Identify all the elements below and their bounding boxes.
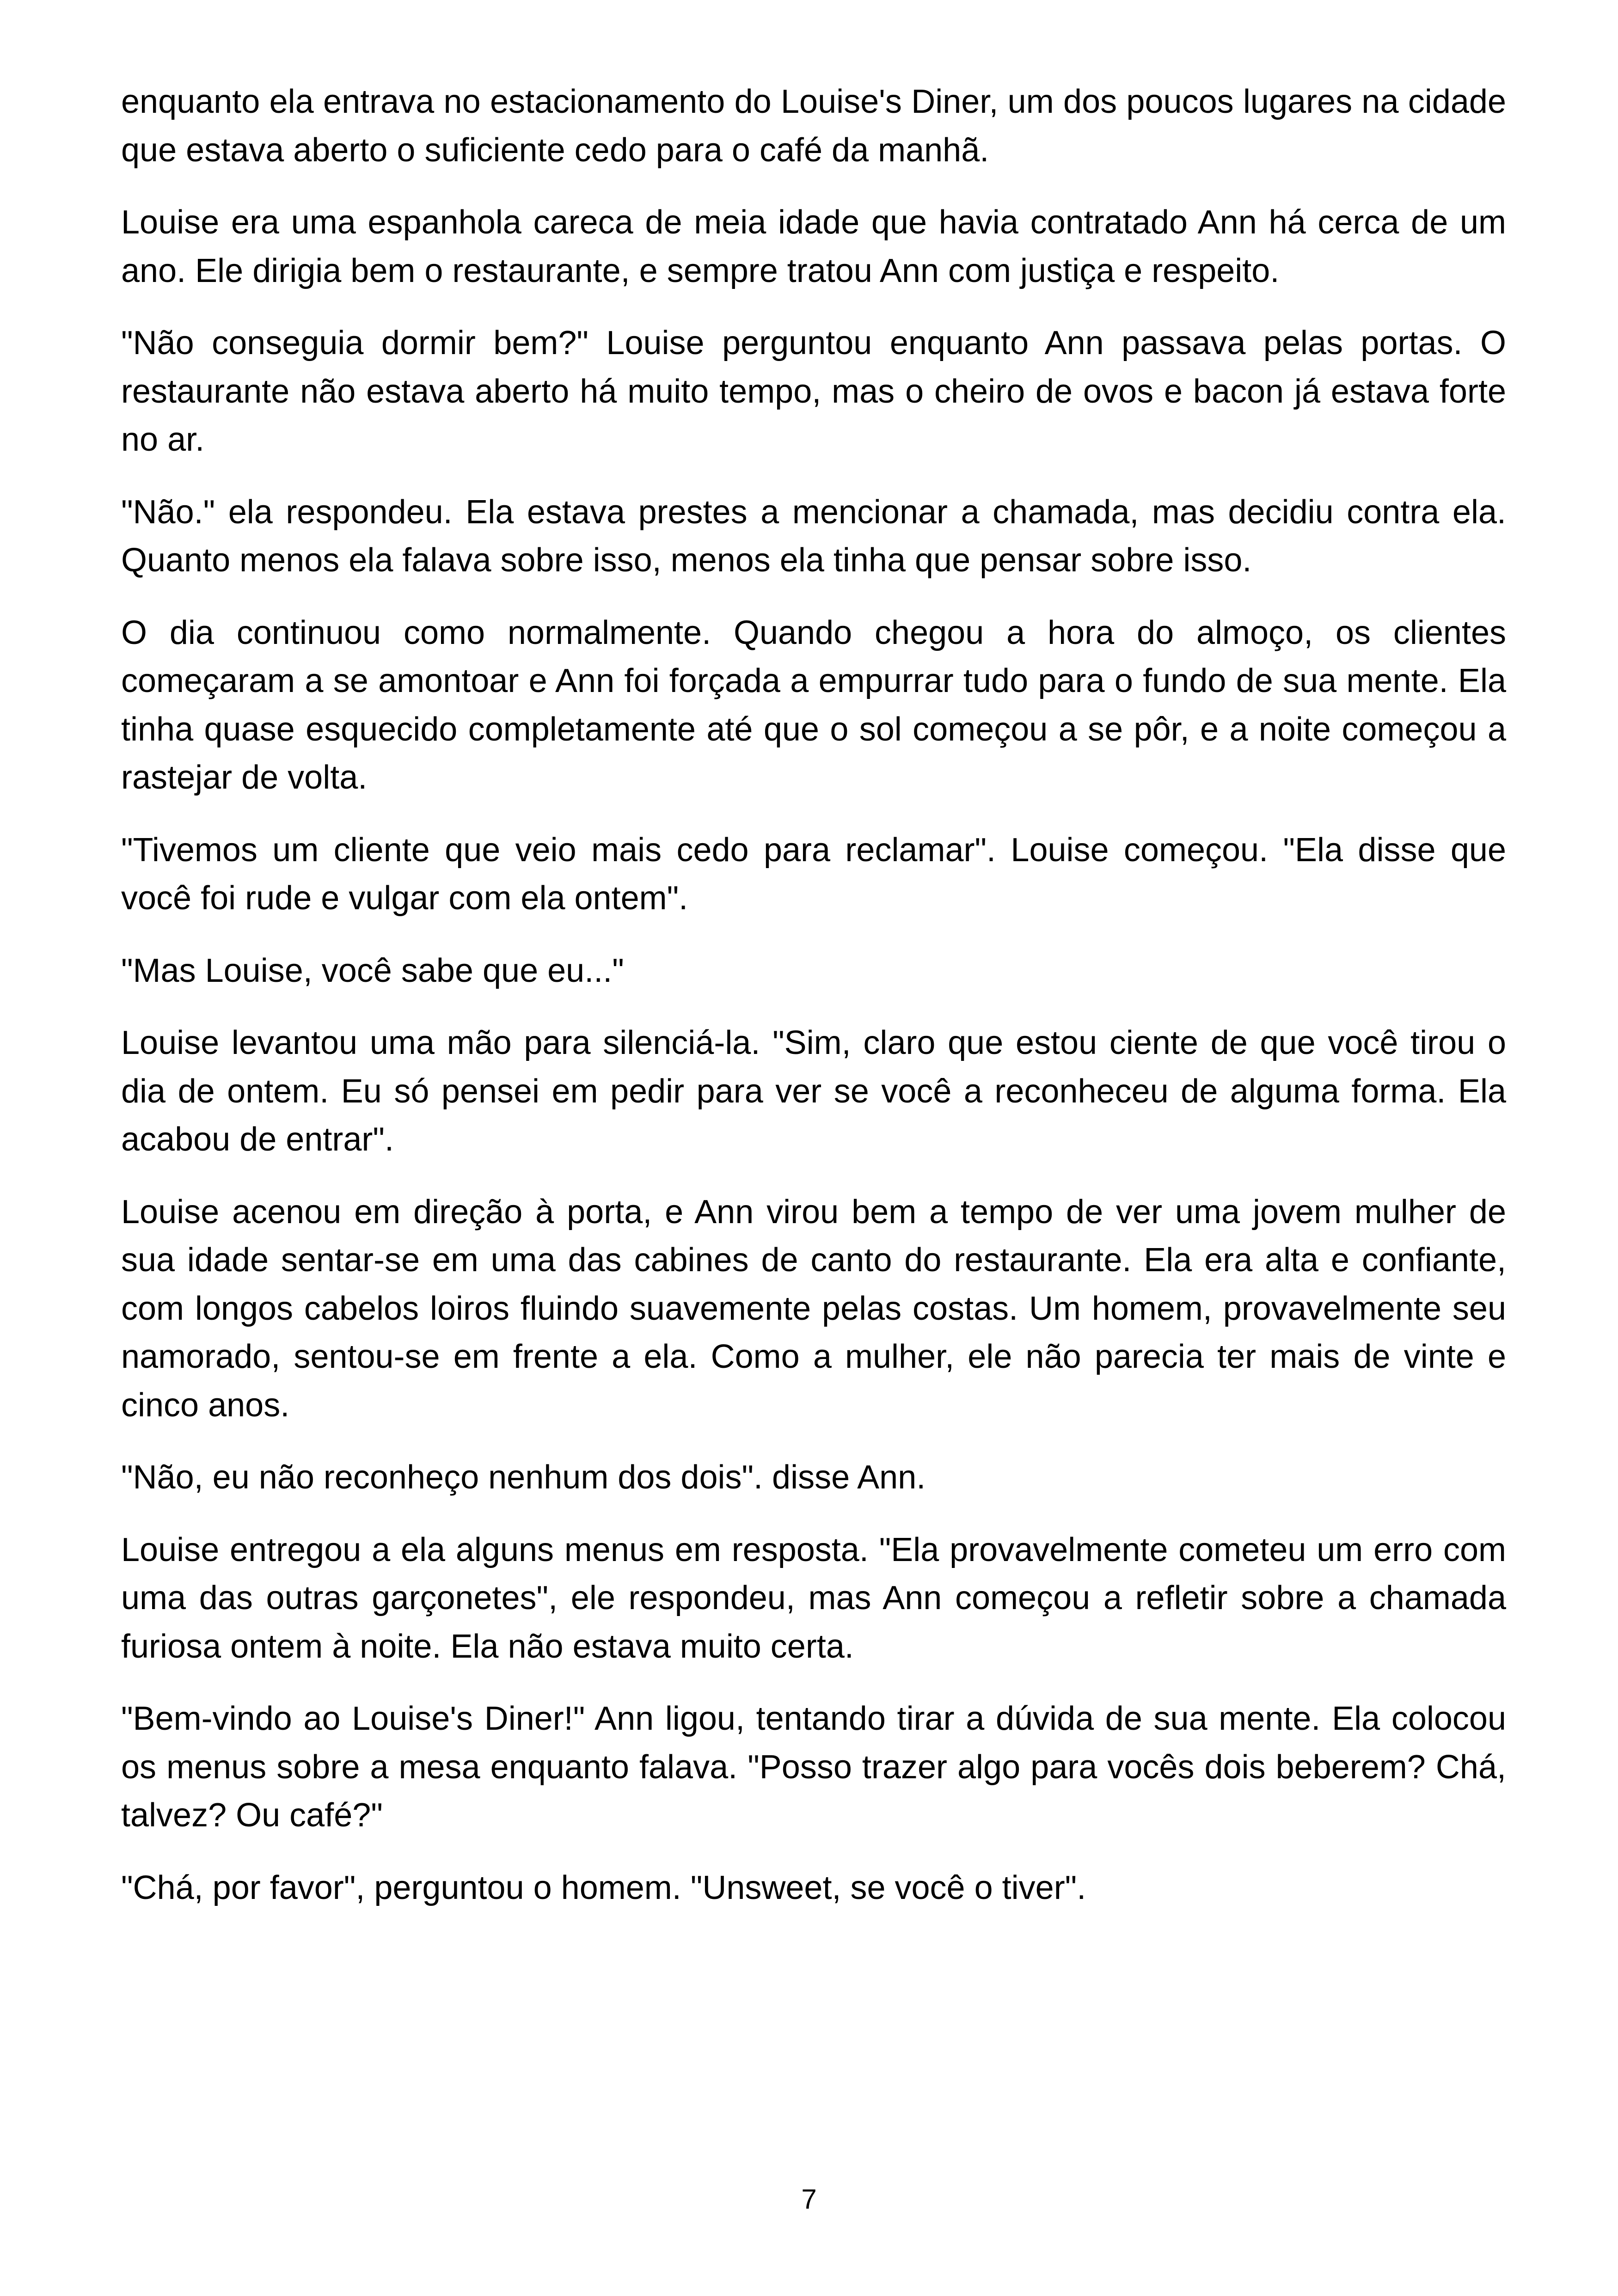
paragraph: "Mas Louise, você sabe que eu..." xyxy=(121,952,624,989)
paragraph: "Bem-vindo ao Louise's Diner!" Ann ligou, tentando tirar a dúvida de sua mente. Ela colocou os menus sobre a mesa enquanto falava. "Posso trazer algo para vocês dois beberem? Chá, talvez? Ou café?" xyxy=(121,1700,1506,1834)
paragraph: "Não." ela respondeu. Ela estava prestes a mencionar a chamada, mas decidiu contra ela. Quanto menos ela falava sobre isso, menos ela tinha que pensar sobre isso. xyxy=(121,493,1506,579)
paragraph: Louise era uma espanhola careca de meia idade que havia contratado Ann há cerca de um ano. Ele dirigia bem o restaurante, e sempre tratou Ann com justiça e respeito. xyxy=(121,204,1506,289)
paragraph: "Não conseguia dormir bem?" Louise perguntou enquanto Ann passava pelas portas. O restaurante não estava aberto há muito tempo, mas o cheiro de ovos e bacon já estava forte no ar. xyxy=(121,325,1506,458)
paragraph: "Não, eu não reconheço nenhum dos dois". disse Ann. xyxy=(121,1459,926,1496)
paragraph: Louise entregou a ela alguns menus em resposta. "Ela provavelmente cometeu um erro com uma das outras garçonetes", ele respondeu, mas Ann começou a refletir sobre a chamada furiosa ontem à noite. Ela não estava muito certa. xyxy=(121,1531,1506,1665)
page-number: 7 xyxy=(801,2184,817,2215)
paragraph: "Chá, por favor", perguntou o homem. "Unsweet, se você o tiver". xyxy=(121,1869,1086,1906)
paragraph: O dia continuou como normalmente. Quando chegou a hora do almoço, os clientes começaram a se amontoar e Ann foi forçada a empurrar tudo para o fundo de sua mente. Ela tinha quase esquecido completamente até que o sol começou a se pôr, e a noite começou a rastejar de volta. xyxy=(121,614,1506,796)
paragraph: enquanto ela entrava no estacionamento do Louise's Diner, um dos poucos lugares na cidade que estava aberto o suficiente cedo para o café da manhã. xyxy=(121,83,1506,169)
paragraph: "Tivemos um cliente que veio mais cedo para reclamar". Louise começou. "Ela disse que você foi rude e vulgar com ela ontem". xyxy=(121,831,1506,917)
paragraph: Louise levantou uma mão para silenciá-la. "Sim, claro que estou ciente de que você tirou o dia de ontem. Eu só pensei em pedir para ver se você a reconheceu de alguma forma. Ela acabou de entrar". xyxy=(121,1024,1506,1158)
body-text xyxy=(121,78,1506,1912)
paragraph: Louise acenou em direção à porta, e Ann virou bem a tempo de ver uma jovem mulher de sua idade sentar-se em uma das cabines de canto do restaurante. Ela era alta e confiante, com longos cabelos loiros fluindo suavemente pelas costas. Um homem, provavelmente seu namorado, sentou-se em frente a ela. Como a mulher, ele não parecia ter mais de vinte e cinco anos. xyxy=(121,1193,1506,1424)
